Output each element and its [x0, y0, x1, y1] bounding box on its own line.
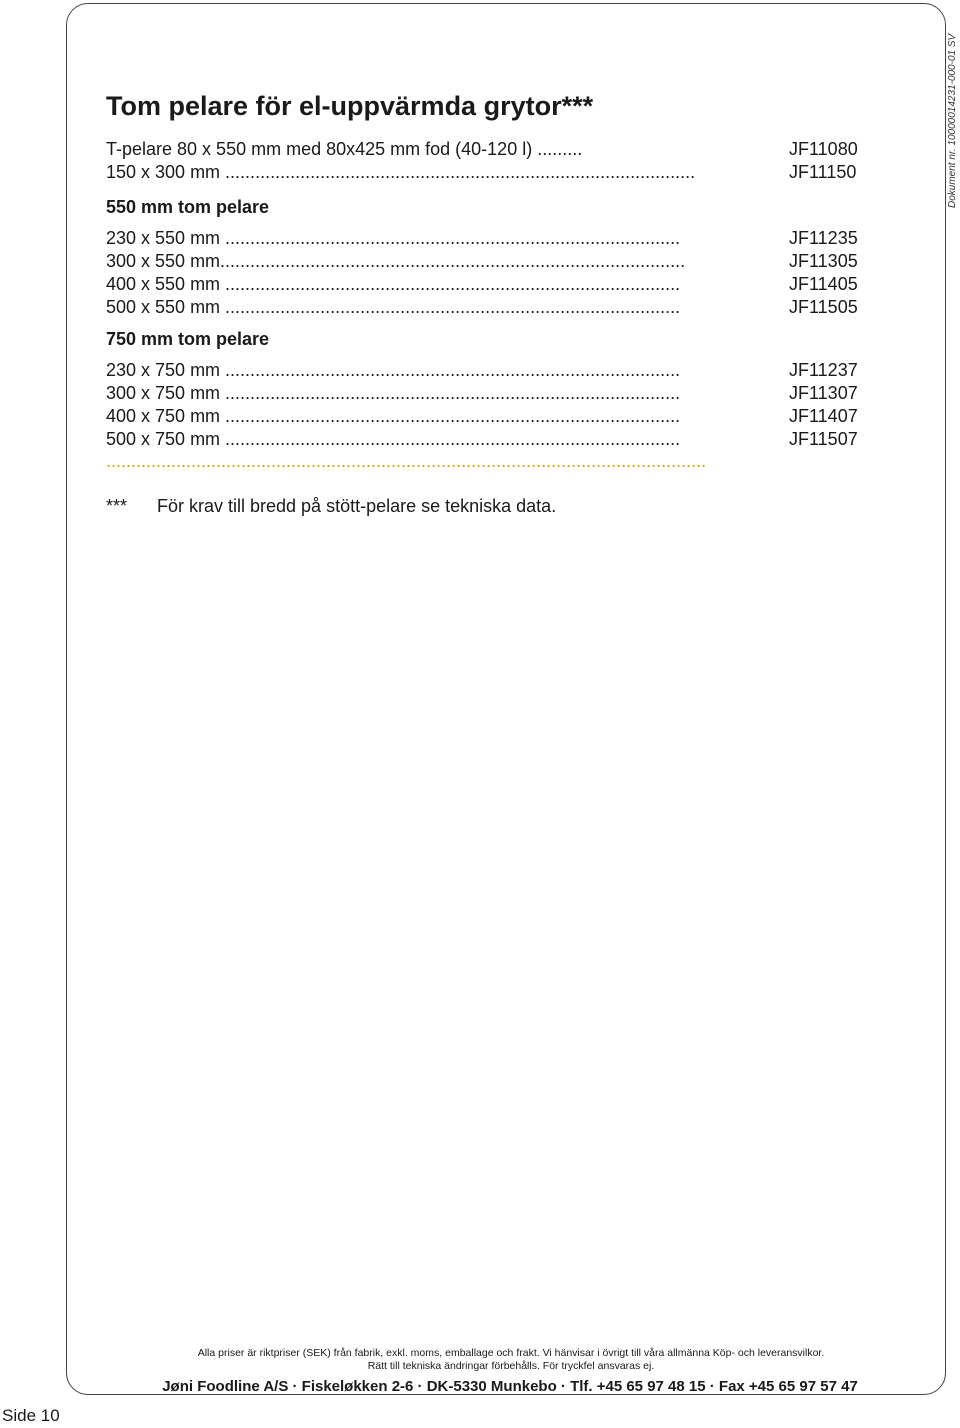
note-marker: ***	[106, 496, 128, 516]
item-code: JF11305	[789, 251, 858, 271]
item-description: 150 x 300 mm ..............................................................................................	[106, 162, 696, 182]
footer-company-info: Jøni Foodline A/S · Fiskeløkken 2-6 · DK-5330 Munkebo · Tlf. +45 65 97 48 15 · Fax +45 65 97 57 47	[162, 1378, 858, 1395]
item-code: JF11307	[789, 383, 858, 403]
item-description: 500 x 550 mm ...........................................................................................	[106, 297, 681, 317]
page-title: Tom pelare för el-uppvärmda grytor***	[106, 91, 594, 121]
item-description: 230 x 550 mm ...........................................................................................	[106, 228, 681, 248]
page-number: Side 10	[2, 1406, 60, 1425]
item-description: 500 x 750 mm ...........................................................................................	[106, 429, 681, 449]
item-code: JF11080	[789, 139, 858, 159]
item-code: JF11405	[789, 274, 858, 294]
item-code: JF11150	[789, 162, 857, 182]
document-number-text: Dokument nr. 10000014231-000-01 SV	[947, 33, 958, 208]
footer-disclaimer-line1: Alla priser är riktpriser (SEK) från fabrik, exkl. moms, emballage och frakt. Vi hänvisar i övrigt till våra allmänna Köp- och leveransvilkor.	[197, 1347, 825, 1359]
section-heading-750: 750 mm tom pelare	[106, 329, 270, 349]
item-code: JF11407	[789, 406, 858, 426]
item-description: 400 x 750 mm ...........................................................................................	[106, 406, 681, 426]
item-description: 400 x 550 mm ...........................................................................................	[106, 274, 681, 294]
item-description: 300 x 750 mm ...........................................................................................	[106, 383, 681, 403]
item-code: JF11505	[789, 297, 858, 317]
item-code: JF11507	[789, 429, 858, 449]
item-code: JF11235	[789, 228, 858, 248]
item-description: 230 x 750 mm ...........................................................................................	[106, 360, 681, 380]
item-code: JF11237	[789, 360, 858, 380]
section-heading-550: 550 mm tom pelare	[106, 197, 270, 217]
item-description: 300 x 550 mm.............................................................................................	[106, 251, 686, 271]
item-description: T-pelare 80 x 550 mm med 80x425 mm fod (40-120 l) .........	[106, 139, 583, 159]
footer-disclaimer-line2: Rätt till tekniska ändringar förbehålls. För tryckfel ansvaras ej.	[367, 1360, 655, 1372]
note-text: För krav till bredd på stött-pelare se tekniska data.	[157, 496, 557, 516]
empty-dotted-line: ........................................................................................................................	[106, 451, 707, 471]
